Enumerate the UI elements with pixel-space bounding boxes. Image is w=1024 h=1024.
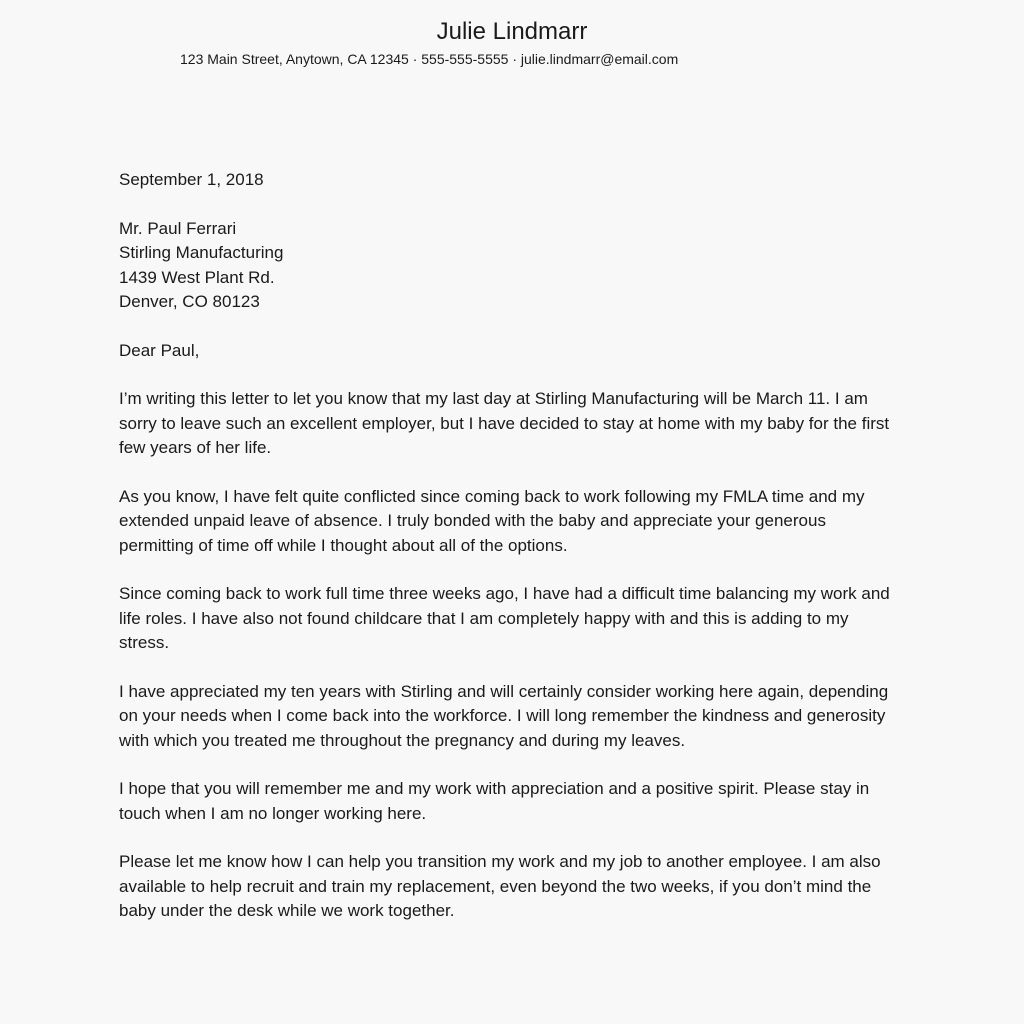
body-paragraph: I hope that you will remember me and my work with appreciation and a positive spirit. Please stay in touch when I am no longer working here. — [119, 779, 870, 823]
body-paragraph: Please let me know how I can help you transition my work and my job to another employee. I am also available to help recruit and train my replacement, even beyond the two weeks, if you don’t mind the baby under the desk while we work together. — [119, 852, 881, 920]
body-paragraph: I’m writing this letter to let you know that my last day at Stirling Manufacturing will be March 11. I am sorry to leave such an excellent employer, but I have decided to stay at home with my baby for the first few years of her life. — [119, 389, 890, 457]
letter-body — [119, 168, 899, 948]
letter-date: September 1, 2018 — [119, 170, 264, 189]
sender-contact-line: 123 Main Street, Anytown, CA 12345 · 555-555-5555 · julie.lindmarr@email.com — [180, 51, 679, 67]
recipient-address — [119, 217, 899, 315]
body-paragraph: I have appreciated my ten years with Stirling and will certainly consider working here again, depending on your needs when I come back into the workforce. I will long remember the kindness and generosity with which you treated me throughout the pregnancy and during my leaves. — [119, 681, 889, 750]
sender-name: Julie Lindmarr — [436, 18, 588, 45]
body-paragraph: Since coming back to work full time three weeks ago, I have had a difficult time balancing my work and life roles. I have also not found childcare that I am completely happy with and this is adding to my stress. — [119, 584, 890, 652]
recipient-city: Denver, CO 80123 — [119, 292, 260, 311]
recipient-company: Stirling Manufacturing — [119, 243, 284, 262]
salutation: Dear Paul, — [119, 340, 200, 360]
recipient-name: Mr. Paul Ferrari — [119, 218, 237, 238]
recipient-street: 1439 West Plant Rd. — [119, 267, 275, 287]
body-paragraph: As you know, I have felt quite conflicted since coming back to work following my FMLA time and my extended unpaid leave of absence. I truly bonded with the baby and appreciate your generous permitting of time off while I thought about all of the options. — [119, 486, 865, 555]
